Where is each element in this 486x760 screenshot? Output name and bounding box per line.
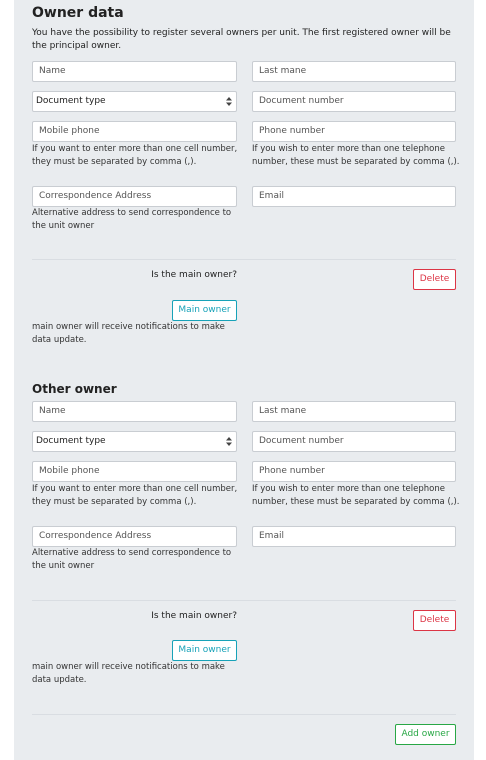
main-owner-question: Is the main owner? [151,611,237,621]
intro-text: You have the possibility to register several owners per unit. The first registered owner will be the principal owner. [32,28,451,51]
select-updown-icon [226,432,232,451]
phone-number-help: If you wish to enter more than one telephone number, these must be separated by comma (,). [252,484,460,507]
main-owner-help: main owner will receive notifications to make data update. [32,662,225,685]
correspondence-address-input[interactable]: Correspondence Address [32,526,237,547]
main-owner-help: main owner will receive notifications to make data update. [32,322,225,345]
email-input[interactable]: Email [252,186,456,207]
document-number-input[interactable]: Document number [252,91,456,112]
main-owner-button[interactable]: Main owner [172,300,237,321]
mobile-phone-help: If you want to enter more than one cell number, they must be separated by comma (,). [32,144,238,167]
page-title: Owner data [32,5,124,21]
select-updown-icon [226,92,232,111]
main-owner-button[interactable]: Main owner [172,640,237,661]
phone-number-input[interactable]: Phone number [252,461,456,482]
delete-owner-button[interactable]: Delete [413,269,456,290]
delete-owner-button[interactable]: Delete [413,610,456,631]
mobile-phone-input[interactable]: Mobile phone [32,121,237,142]
mobile-phone-input[interactable]: Mobile phone [32,461,237,482]
correspondence-address-input[interactable]: Correspondence Address [32,186,237,207]
name-input[interactable]: Name [32,401,237,422]
phone-number-input[interactable]: Phone number [252,121,456,142]
correspondence-address-help: Alternative address to send correspondence to the unit owner [32,548,232,571]
document-type-value: Document type [36,96,106,106]
other-owner-title: Other owner [32,382,117,396]
email-input[interactable]: Email [252,526,456,547]
document-type-value: Document type [36,436,106,446]
footer-divider [32,714,456,715]
section-divider [32,259,456,260]
document-number-input[interactable]: Document number [252,431,456,452]
lastname-input[interactable]: Last mane [252,61,456,82]
correspondence-address-help: Alternative address to send correspondence to the unit owner [32,208,232,231]
add-owner-button[interactable]: Add owner [395,724,456,745]
main-owner-question: Is the main owner? [151,270,237,280]
mobile-phone-help: If you want to enter more than one cell number, they must be separated by comma (,). [32,484,238,507]
document-type-select[interactable] [32,431,237,452]
section-divider [32,600,456,601]
phone-number-help: If you wish to enter more than one telephone number, these must be separated by comma (,). [252,144,460,167]
lastname-input[interactable]: Last mane [252,401,456,422]
name-input[interactable]: Name [32,61,237,82]
owner-form-panel [14,0,474,760]
document-type-select[interactable] [32,91,237,112]
